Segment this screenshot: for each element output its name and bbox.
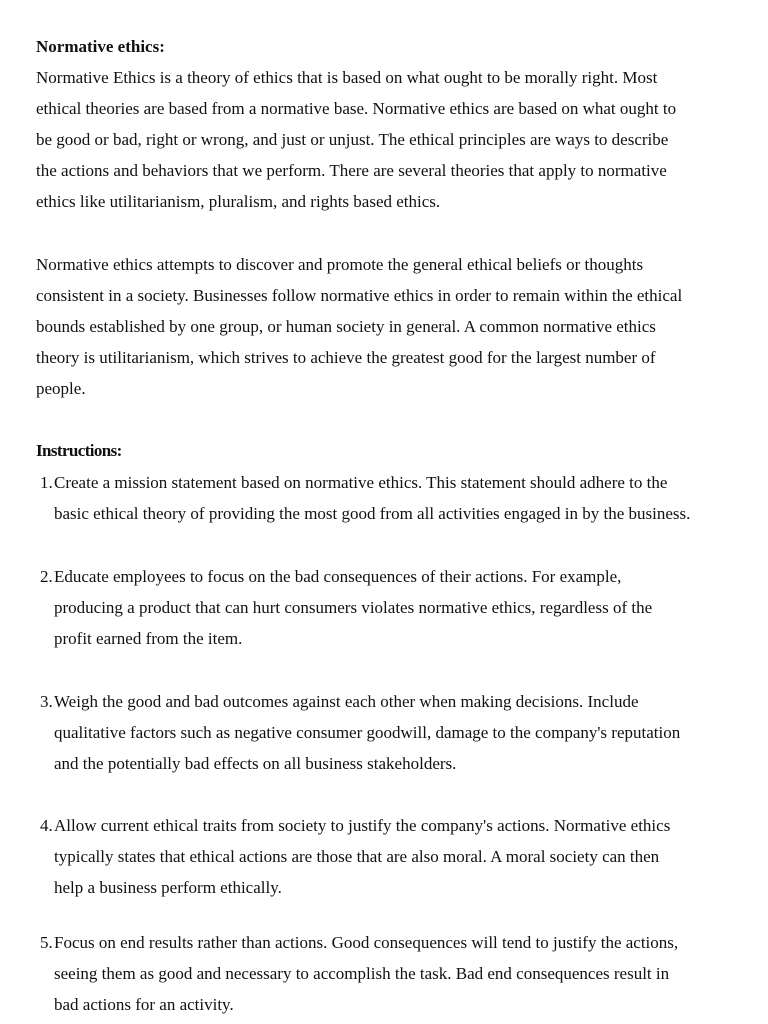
section-heading-normative-ethics: Normative ethics: — [36, 37, 165, 56]
list-item-line: basic ethical theory of providing the most good from all activities engaged in by the business. — [54, 504, 691, 523]
instruction-item-4 — [40, 810, 740, 903]
instruction-item-1 — [40, 467, 740, 529]
paragraph-line: theory is utilitarianism, which strives to achieve the greatest good for the largest number of — [36, 348, 656, 367]
section-heading-instructions: Instructions: — [36, 441, 122, 460]
paragraph-line: ethics like utilitarianism, pluralism, and rights based ethics. — [36, 192, 441, 211]
list-item-line: seeing them as good and necessary to accomplish the task. Bad end consequences result in — [54, 964, 670, 983]
list-item-line: help a business perform ethically. — [54, 878, 282, 897]
paragraph-utilitarianism — [36, 249, 736, 404]
instruction-item-2 — [40, 561, 740, 654]
instruction-item-5 — [40, 927, 740, 1020]
list-number: 4. — [40, 816, 53, 835]
list-number: 1. — [40, 473, 53, 492]
list-number: 2. — [40, 567, 53, 586]
paragraph-line: Normative ethics attempts to discover and promote the general ethical beliefs or thoughts — [36, 255, 644, 274]
list-item-line: producing a product that can hurt consumers violates normative ethics, regardless of the — [54, 598, 653, 617]
list-item-line: typically states that ethical actions are those that are also moral. A moral society can then — [54, 847, 660, 866]
paragraph-line: ethical theories are based from a normative base. Normative ethics are based on what ought to — [36, 99, 677, 118]
paragraph-intro — [36, 62, 736, 217]
paragraph-line: the actions and behaviors that we perform. There are several theories that apply to normative — [36, 161, 667, 180]
list-item-line: and the potentially bad effects on all business stakeholders. — [54, 754, 457, 773]
list-number: 3. — [40, 692, 53, 711]
list-number: 5. — [40, 933, 53, 952]
list-item-line: Create a mission statement based on normative ethics. This statement should adhere to the — [54, 473, 668, 492]
paragraph-line: consistent in a society. Businesses follow normative ethics in order to remain within the ethical — [36, 286, 683, 305]
list-item-line: Focus on end results rather than actions. Good consequences will tend to justify the actions, — [54, 933, 679, 952]
list-item-line: Educate employees to focus on the bad consequences of their actions. For example, — [54, 567, 622, 586]
instruction-item-3 — [40, 686, 740, 779]
list-item-line: profit earned from the item. — [54, 629, 243, 648]
paragraph-line: people. — [36, 379, 86, 398]
list-item-line: qualitative factors such as negative consumer goodwill, damage to the company's reputation — [54, 723, 681, 742]
list-item-line: bad actions for an activity. — [54, 995, 234, 1014]
paragraph-line: Normative Ethics is a theory of ethics that is based on what ought to be morally right. Most — [36, 68, 658, 87]
paragraph-line: bounds established by one group, or human society in general. A common normative ethics — [36, 317, 656, 336]
paragraph-line: be good or bad, right or wrong, and just or unjust. The ethical principles are ways to describe — [36, 130, 669, 149]
list-item-line: Allow current ethical traits from society to justify the company's actions. Normative ethics — [54, 816, 671, 835]
list-item-line: Weigh the good and bad outcomes against each other when making decisions. Include — [54, 692, 639, 711]
